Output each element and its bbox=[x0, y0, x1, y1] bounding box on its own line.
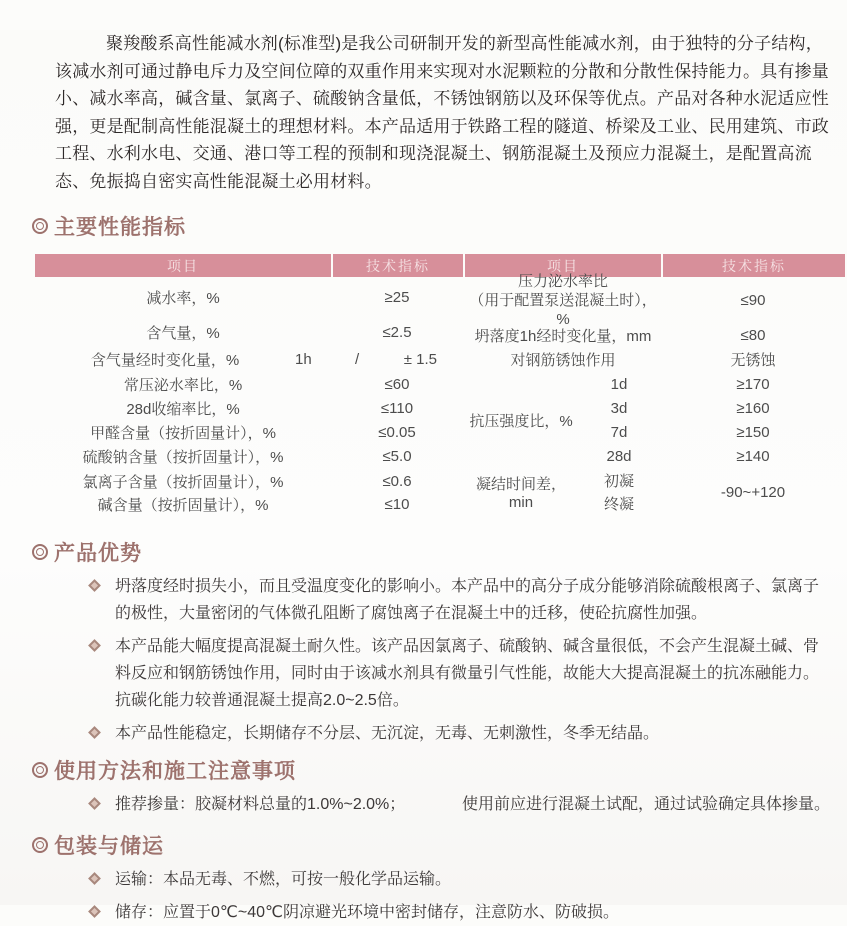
usage-list bbox=[88, 791, 830, 818]
table-header-row-left bbox=[35, 254, 463, 277]
transport-text: 运输：本品无毒、不燃，可按一般化学品运输。 bbox=[115, 871, 452, 888]
header-cell-indicator: 技术指标 bbox=[663, 254, 845, 277]
section-title-advantages: 产品优势 bbox=[54, 542, 142, 565]
table-row bbox=[35, 444, 463, 469]
usage-line bbox=[115, 791, 830, 818]
datasheet-page bbox=[0, 30, 847, 921]
header-cell-indicator: 技术指标 bbox=[333, 254, 463, 277]
section-title-usage: 使用方法和施工注意事项 bbox=[54, 760, 296, 783]
table-left-half bbox=[35, 254, 463, 515]
table-row bbox=[465, 323, 845, 347]
advantage-text: 本产品性能稳定，长期储存不分层、无沉淀，无毒、无刺激性，冬季无结晶。 bbox=[115, 725, 660, 742]
header-cell-item: 项目 bbox=[465, 254, 661, 277]
usage-note-text: 使用前应进行混凝土试配，通过试验确定具体掺量。 bbox=[461, 796, 830, 813]
value-number: ± 1.5 bbox=[403, 351, 437, 368]
intro-paragraph: 聚羧酸系高性能减水剂(标准型)是我公司研制开发的新型高性能减水剂，由于独特的分子结构，该减水剂可通过静电斥力及空间位障的双重作用来实现对水泥颗粒的分散和分散性保持能力。具有掺量小、减水率高，碱含量、氯离子、硫酸钠含量低，不锈蚀钢筋以及环保等优点。产品对各种水泥适应性强，更是配制高性能混凝土的理想材料。本产品适用于铁路工程的隧道、桥梁及工业、民用建筑、市政工程、水利水电、交通、港口等工程的预制和现浇混凝土、钢筋混凝土及预应力混凝土，是配置高流态、免振捣自密实高性能混凝土必用材料。 bbox=[55, 34, 829, 191]
bullseye-icon bbox=[32, 544, 48, 560]
group-values bbox=[661, 372, 845, 469]
value-cell: ≤110 bbox=[380, 399, 414, 417]
table-row bbox=[35, 396, 463, 420]
value-cell: ≥25 bbox=[384, 288, 410, 306]
value-cell: ≤0.6 bbox=[382, 472, 412, 490]
performance-table bbox=[35, 254, 845, 515]
item-cell bbox=[35, 347, 331, 372]
value-cell: ≤80 bbox=[740, 326, 766, 344]
item-cell: 28d收缩率比，% bbox=[126, 400, 240, 418]
section-heading-usage bbox=[32, 755, 847, 785]
item-cell: 氯离子含量（按折固量计），% bbox=[82, 473, 284, 491]
value-cell: ≥170 bbox=[736, 375, 770, 393]
item-time-label: 1h bbox=[295, 351, 312, 368]
item-line1: 压力泌水率比 bbox=[517, 272, 608, 290]
storage-text: 储存：应置于0℃~40℃阴凉避光环境中密封储存，注意防水、防破损。 bbox=[115, 904, 619, 921]
group-ages bbox=[577, 372, 661, 469]
advantage-text: 本产品能大幅度提高混凝土耐久性。该产品因氯离子、硫酸钠、碱含量很低，不会产生混凝土碱、骨料反应和钢筋锈蚀作用，同时由于该减水剂具有微量引气性能，故能大大提高混凝土的抗冻融能力。抗碳化能力较普通混凝土提高2.0~2.5倍。 bbox=[115, 638, 820, 709]
header-cell-item: 项目 bbox=[35, 254, 331, 277]
strength-ratio-group bbox=[465, 372, 845, 469]
age-label: 28d bbox=[606, 448, 632, 466]
setting-final-label: 终凝 bbox=[603, 496, 634, 513]
table-row bbox=[465, 272, 845, 328]
section-heading-advantages bbox=[32, 537, 847, 567]
table-row bbox=[35, 469, 463, 493]
list-item bbox=[88, 791, 830, 818]
item-cell: 坍落度1h经时变化量，mm bbox=[474, 327, 652, 345]
value-cell: ≤10 bbox=[384, 495, 410, 513]
value-cell: ≤5.0 bbox=[382, 448, 412, 465]
value-cell: ≥140 bbox=[736, 448, 770, 466]
list-item bbox=[88, 573, 830, 627]
value-cell: ≤90 bbox=[740, 291, 766, 309]
value-slash: / bbox=[355, 351, 360, 368]
item-cell: 减水率，% bbox=[146, 289, 220, 307]
item-cell: 甲醛含量（按折固量计），% bbox=[90, 424, 276, 442]
list-item bbox=[88, 720, 830, 747]
table-right-half bbox=[465, 254, 845, 515]
group-label: 凝结时间差，min bbox=[475, 476, 566, 511]
group-ages bbox=[577, 469, 661, 515]
value-cell: ≤60 bbox=[384, 375, 410, 393]
section-title-packaging: 包装与储运 bbox=[54, 835, 164, 858]
section-heading-packaging bbox=[32, 830, 847, 860]
table-row bbox=[35, 277, 463, 317]
item-cell bbox=[465, 272, 661, 328]
item-line2: （用于配置泵送混凝土时），% bbox=[469, 291, 657, 328]
item-label: 含气量经时变化量，% bbox=[90, 352, 240, 369]
age-label: 3d bbox=[610, 399, 628, 417]
advantage-text: 坍落度经时损失小，而且受温度变化的影响小。本产品中的高分子成分能够消除硫酸根离子、氯离子的极性，大量密闭的气体微孔阻断了腐蚀离子在混凝土中的迁移，使砼抗腐性加强。 bbox=[115, 578, 820, 622]
packaging-list bbox=[88, 866, 830, 926]
value-cell: ≥160 bbox=[736, 399, 770, 417]
table-row bbox=[35, 347, 463, 372]
value-cell: ≤0.05 bbox=[378, 423, 416, 441]
group-label: 抗压强度比，% bbox=[469, 413, 573, 430]
section-title-performance: 主要性能指标 bbox=[54, 216, 186, 239]
diamond-bullet-icon bbox=[88, 905, 101, 918]
table-row bbox=[465, 347, 845, 372]
diamond-bullet-icon bbox=[88, 726, 101, 739]
item-cell: 碱含量（按折固量计），% bbox=[97, 496, 269, 514]
section-heading-performance bbox=[32, 211, 847, 241]
table-row bbox=[35, 420, 463, 444]
dosage-text: 推荐掺量：胶凝材料总量的1.0%~2.0%； bbox=[115, 796, 406, 813]
bullseye-icon bbox=[32, 762, 48, 778]
bullseye-icon bbox=[32, 218, 48, 234]
table-row bbox=[35, 317, 463, 347]
item-cell: 常压泌水率比，% bbox=[123, 376, 243, 394]
list-item bbox=[88, 866, 830, 893]
list-item bbox=[88, 633, 830, 714]
value-cell: 无锈蚀 bbox=[730, 352, 776, 369]
value-cell: ≥150 bbox=[736, 424, 770, 442]
item-cell: 硫酸钠含量（按折固量计），% bbox=[82, 449, 284, 466]
value-cell: ≤2.5 bbox=[382, 323, 412, 341]
table-row bbox=[35, 493, 463, 515]
diamond-bullet-icon bbox=[88, 872, 101, 885]
value-cell: -90~+120 bbox=[720, 483, 786, 501]
bullseye-icon bbox=[32, 837, 48, 853]
age-label: 7d bbox=[610, 424, 628, 442]
age-label: 1d bbox=[610, 375, 628, 393]
value-cell bbox=[331, 347, 463, 372]
diamond-bullet-icon bbox=[88, 639, 101, 652]
table-row bbox=[35, 372, 463, 396]
advantages-list bbox=[88, 573, 830, 747]
diamond-bullet-icon bbox=[88, 579, 101, 592]
item-cell: 对钢筋锈蚀作用 bbox=[510, 352, 616, 369]
setting-time-group bbox=[465, 469, 845, 515]
item-cell: 含气量，% bbox=[146, 324, 220, 342]
setting-initial-label: 初凝 bbox=[603, 473, 634, 490]
diamond-bullet-icon bbox=[88, 797, 101, 810]
list-item bbox=[88, 899, 830, 926]
